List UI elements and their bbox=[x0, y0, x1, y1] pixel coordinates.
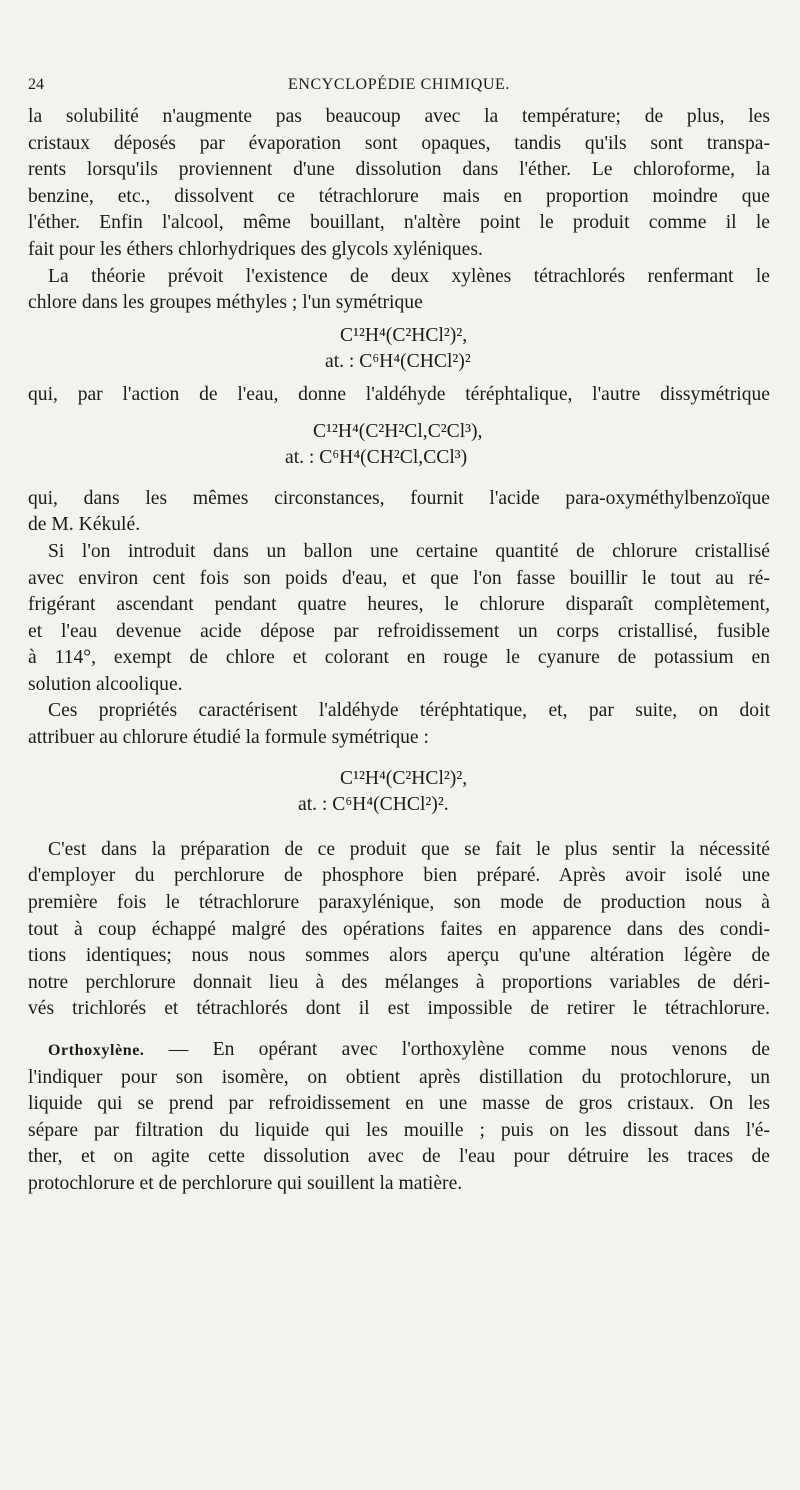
text-line: avec environ cent fois son poids d'eau, et que l'on fasse bouillir le tout au ré- bbox=[28, 567, 770, 589]
text-line: d'employer du perchlorure de phosphore bien préparé. Après avoir isolé une bbox=[28, 865, 770, 887]
text-line: la solubilité n'augmente pas beaucoup avec la température; de plus, les bbox=[28, 106, 770, 127]
text-line: Si l'on introduit dans un ballon une certaine quantité de chlorure cristallisé bbox=[48, 540, 770, 562]
formula-final-equivalent: C¹²H⁴(C²HCl²)², bbox=[340, 767, 468, 789]
paragraph-solubility bbox=[28, 104, 770, 264]
text-line: Ces propriétés caractérisent l'aldéhyde téréphtatique, et, par suite, on doit bbox=[48, 700, 770, 722]
text-line: fait pour les éthers chlorhydriques des glycols xyléniques. bbox=[28, 238, 483, 260]
text-line: et l'eau devenue acide dépose par refroidissement un corps cristallisé, fusible bbox=[28, 620, 770, 642]
text-line: rents lorsqu'ils proviennent d'une dissolution dans l'éther. Le chloroforme, la bbox=[28, 159, 770, 181]
text-line: attribuer au chlorure étudié la formule symétrique : bbox=[28, 727, 429, 749]
text-line: à 114°, exempt de chlore et colorant en rouge le cyanure de potassium en bbox=[28, 647, 770, 669]
text-line: chlore dans les groupes méthyles ; l'un symétrique bbox=[28, 292, 423, 314]
formula-symmetric-equivalent: C¹²H⁴(C²HCl²)², bbox=[340, 324, 468, 346]
text-line: cristaux déposés par évaporation sont opaques, tandis qu'ils sont transpa- bbox=[28, 132, 770, 154]
body-text bbox=[28, 104, 770, 1198]
text-line: tions identiques; nous nous sommes alors aperçu qu'une altération légère de bbox=[28, 945, 770, 967]
paragraph-orthoxylene bbox=[28, 1037, 770, 1198]
text-line: l'indiquer pour son isomère, on obtient après distillation du protochlorure, un bbox=[28, 1066, 770, 1088]
paragraph-experiment bbox=[28, 539, 770, 699]
text-line: ther, et on agite cette dissolution avec de l'eau pour détruire les traces de bbox=[28, 1146, 770, 1168]
text-line: sépare par filtration du liquide qui les mouille ; puis on les dissout dans l'é- bbox=[28, 1119, 770, 1141]
paragraph-properties bbox=[28, 698, 770, 751]
formula-final-atomic: at. : C⁶H⁴(CHCl²)². bbox=[298, 794, 449, 816]
paragraph-preparation bbox=[28, 837, 770, 1023]
page-header bbox=[28, 76, 770, 100]
text-line: benzine, etc., dissolvent ce tétrachlorure mais en proportion moindre que bbox=[28, 185, 770, 207]
text-line: de M. Kékulé. bbox=[28, 514, 141, 536]
text-line: C'est dans la préparation de ce produit que se fait le plus sentir la nécessité bbox=[48, 838, 770, 860]
text-run: — En opérant avec l'orthoxylène comme nous venons de bbox=[144, 1039, 770, 1060]
text-line: notre perchlorure donnait lieu à des mélanges à proportions variables de déri- bbox=[28, 971, 770, 993]
text-line: vés trichlorés et tétrachlorés dont il est impossible de retirer le tétrachlorure. bbox=[28, 998, 770, 1020]
formula-asymmetric-equivalent: C¹²H⁴(C²H²Cl,C²Cl³), bbox=[313, 420, 483, 442]
section-heading-orthoxylene: Orthoxylène. bbox=[48, 1042, 145, 1059]
text-line: protochlorure et de perchlorure qui souillent la matière. bbox=[28, 1172, 463, 1194]
formula-symmetric-atomic: at. : C⁶H⁴(CHCl²)² bbox=[325, 351, 471, 373]
text-line: frigérant ascendant pendant quatre heures, le chlorure disparaît complètement, bbox=[28, 594, 770, 616]
paragraph-aldehyde: qui, par l'action de l'eau, donne l'aldéhyde téréphtalique, l'autre dissymétrique bbox=[28, 383, 770, 405]
formula-asymmetric-atomic: at. : C⁶H⁴(CH²Cl,CCl³) bbox=[285, 447, 468, 469]
paragraph-theory bbox=[28, 264, 770, 317]
text-line: La théorie prévoit l'existence de deux xylènes tétrachlorés renfermant le bbox=[48, 265, 770, 287]
text-line: qui, dans les mêmes circonstances, fournit l'acide para-oxyméthylbenzoïque bbox=[28, 487, 770, 509]
text-line bbox=[28, 1037, 770, 1065]
text-line: tout à coup échappé malgré des opérations faites en apparence dans des condi- bbox=[28, 918, 770, 940]
text-line: l'éther. Enfin l'alcool, même bouillant, n'altère point le produit comme il le bbox=[28, 212, 770, 234]
page-number: 24 bbox=[28, 76, 44, 93]
text-line: liquide qui se prend par refroidissement en une masse de gros cristaux. On les bbox=[28, 1093, 770, 1115]
running-head: ENCYCLOPÉDIE CHIMIQUE. bbox=[287, 76, 511, 93]
text-line: solution alcoolique. bbox=[28, 673, 183, 695]
text-line: première fois le tétrachlorure paraxylénique, son mode de production nous à bbox=[28, 892, 770, 914]
paragraph-kekule bbox=[28, 486, 770, 539]
